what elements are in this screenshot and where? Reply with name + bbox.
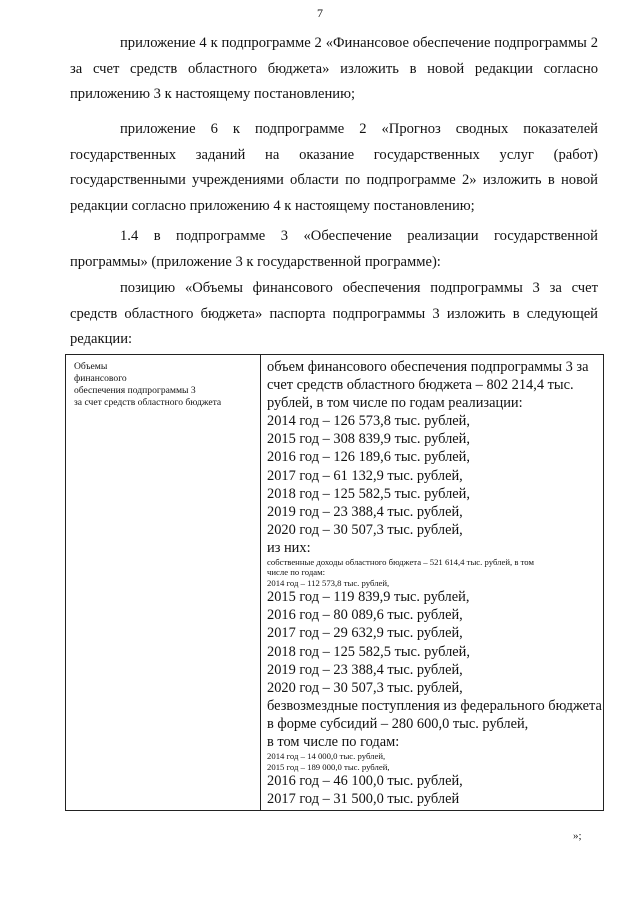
funding-value-line: 2018 год – 125 582,5 тыс. рублей, — [267, 643, 470, 660]
funding-value-line: 2016 год – 80 089,6 тыс. рублей, — [267, 607, 463, 624]
page-number: 7 — [317, 6, 323, 20]
paragraph-appendix-6: приложение 6 к подпрограмме 2 «Прогноз сводных показателей государственных заданий на оказание государственных услуг (работ) государственными учреждениями области по подпрограмме 2» изложить в новой редакции согласно приложению 4 к настоящему постановлению; — [70, 121, 598, 214]
funding-value-line: 2019 год – 23 388,4 тыс. рублей, — [267, 661, 463, 678]
funding-label-line: за счет средств областного бюджета — [74, 397, 222, 408]
funding-value-line: 2014 год – 112 573,8 тыс. рублей, — [267, 577, 390, 588]
funding-value-line: 2015 год – 119 839,9 тыс. рублей, — [267, 589, 470, 606]
funding-label-line: финансового — [74, 373, 127, 384]
funding-value-line: 2016 год – 46 100,0 тыс. рублей, — [267, 772, 463, 789]
funding-table-row — [66, 355, 604, 811]
funding-value-line: рублей, в том числе по годам реализации: — [267, 395, 523, 412]
funding-value-line: безвозмездные поступления из федерального бюджета — [267, 697, 602, 714]
funding-table — [65, 354, 604, 811]
funding-value-line: из них: — [267, 539, 311, 556]
paragraph-subprogram-3: 1.4 в подпрограмме 3 «Обеспечение реализации государственной программы» (приложение 3 к государственной программе): — [70, 228, 598, 270]
funding-value-line: 2020 год – 30 507,3 тыс. рублей, — [267, 521, 463, 538]
funding-value-line: числе по годам: — [267, 567, 326, 578]
funding-value-line: объем финансового обеспечения подпрограммы 3 за — [267, 359, 589, 375]
funding-value-line: собственные доходы областного бюджета – 521 614,4 тыс. рублей, в том — [267, 557, 534, 568]
funding-value-line: в форме субсидий – 280 600,0 тыс. рублей, — [267, 715, 529, 732]
funding-label-line: обеспечения подпрограммы 3 — [74, 385, 196, 396]
closing-quote-mark: »; — [573, 830, 582, 842]
funding-value-line: 2017 год – 29 632,9 тыс. рублей, — [267, 625, 463, 642]
funding-value-line: 2020 год – 30 507,3 тыс. рублей, — [267, 679, 463, 696]
funding-value-line: 2015 год – 308 839,9 тыс. рублей, — [267, 431, 470, 448]
funding-label-line: Объемы — [74, 361, 108, 372]
funding-value-line: 2016 год – 126 189,6 тыс. рублей, — [267, 449, 470, 466]
funding-value-line: 2017 год – 31 500,0 тыс. рублей — [267, 791, 460, 807]
funding-value-line: 2017 год – 61 132,9 тыс. рублей, — [267, 467, 463, 484]
funding-value-line: счет средств областного бюджета – 802 214,4 тыс. — [267, 377, 574, 394]
funding-value-line: 2018 год – 125 582,5 тыс. рублей, — [267, 485, 470, 502]
funding-label-cell — [66, 355, 261, 811]
funding-value-line: 2015 год – 189 000,0 тыс. рублей, — [267, 761, 390, 772]
funding-value-line: 2019 год – 23 388,4 тыс. рублей, — [267, 503, 463, 520]
funding-value-line: в том числе по годам: — [267, 734, 400, 750]
funding-value-line: 2014 год – 126 573,8 тыс. рублей, — [267, 413, 470, 430]
funding-values-cell — [261, 355, 604, 811]
funding-value-line: 2014 год – 14 000,0 тыс. рублей, — [267, 751, 386, 762]
paragraph-position: позицию «Объемы финансового обеспечения подпрограммы 3 за счет средств областного бюджета» паспорта подпрограммы 3 изложить в следующей редакции: — [70, 280, 598, 347]
paragraph-appendix-4: приложение 4 к подпрограмме 2 «Финансовое обеспечение подпрограммы 2 за счет средств областного бюджета» изложить в новой редакции согласно приложению 3 к настоящему постановлению; — [70, 35, 598, 102]
